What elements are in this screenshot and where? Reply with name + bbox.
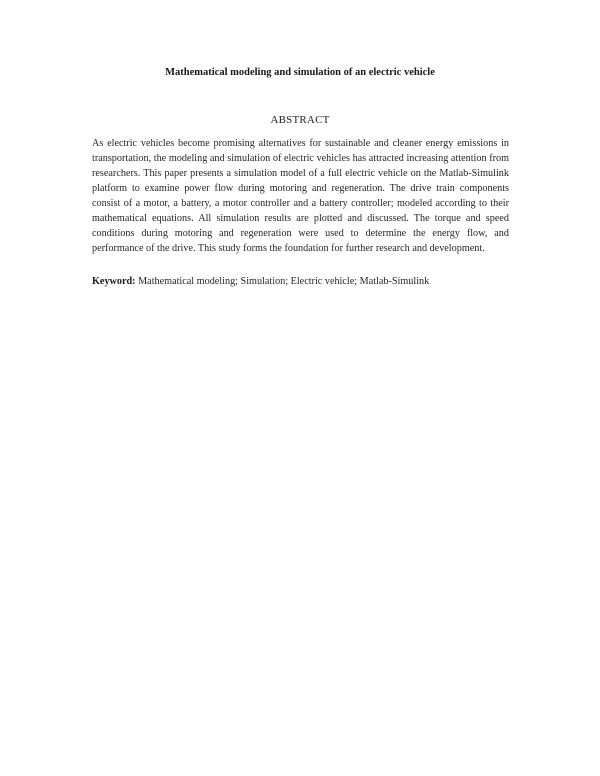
paper-title: Mathematical modeling and simulation of an electric vehicle [165,67,435,78]
abstract-heading: ABSTRACT [270,114,330,126]
keywords-text: Mathematical modeling; Simulation; Electric vehicle; Matlab-Simulink [138,276,430,287]
keywords-label: Keyword: [92,276,136,287]
abstract-body: As electric vehicles become promising alternatives for sustainable and cleaner energy emissions in transportation, the modeling and simulation of electric vehicles has attracted increasing attention from researchers. This paper presents a simulation model of a full electric vehicle on the Matlab-Simulink platform to examine power flow during motoring and regeneration. The drive train components consist of a motor, a battery, a motor controller and a battery controller; modeled according to their mathematical equations. All simulation results are plotted and discussed. The torque and speed conditions during motoring and regeneration were used to determine the energy flow, and performance of the drive. This study forms the foundation for further research and development. [92,138,509,254]
keywords-line [92,274,509,289]
